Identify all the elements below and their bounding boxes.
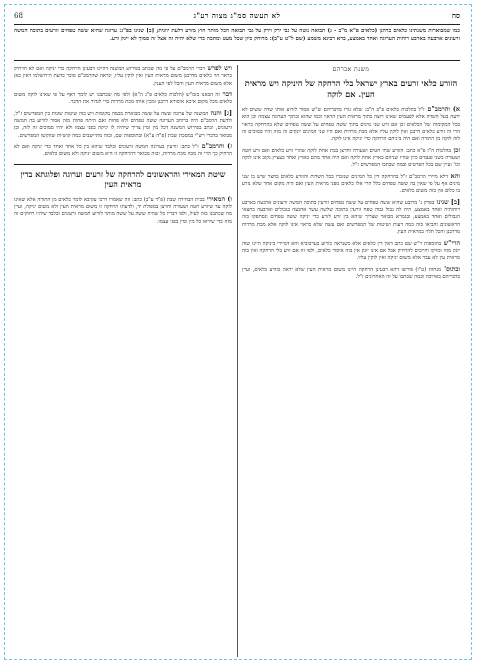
paragraph: [242, 147, 460, 170]
paragraph-text: בהלכות ה"ז פ"א כתב: הזורע שתי חטים ושעורה וחרצן בבת אחת לוקה שהרי זרע כלאים ואם זרע חטה ושעורה בשני פעמים כיון שהיו שניהם בארץ אחת לוקה ואם היה אחד מהם בארץ ואחד בעציץ נקוב אינו לוקה וכו' ועיין שם בכל הפרטים ובמה שכתבו המפרשים ז"ל.: [242, 147, 460, 169]
paragraph-text: בתוספות ר"ש שם כתב דאין דין כלאים אלא כשנראה כזרוע בערבוביא והא דמיירי ביניקה היינו שזה יונק מזה ומזיקו וחייבים להרחיק אבל אם אינו יונק אין בזה איסור כלאים, ולפי זה אם זרע בלי הרחקה ואין בזה מראית עין לא עבר אלא משום יניקה ואין לוקין עליו.: [242, 240, 460, 262]
page-number-hebrew: סח: [451, 11, 460, 20]
paragraph: [242, 266, 460, 282]
paragraph-lead: ו) המאירי: [204, 195, 232, 203]
paragraph-text: דלא מיירי הרמב"ם ז"ל בהרחקה דין כל המינים שנזכרו בכל השדות והזורע כלאים בחצר שיש בו שני מינים אף על פי שאין בה ששה טפחים כלל הרי אלו כלאים מפני מראית העין ואם היה מקום אחר שלא נזרע בו כלום אין בזה משום כלאים.: [242, 173, 460, 195]
column-title: משנת אברהם: [332, 66, 370, 73]
left-paragraphs: [14, 65, 232, 159]
paragraph-lead: ז) והרמב"ם: [198, 143, 232, 151]
paragraph: [14, 91, 232, 107]
running-header: [14, 10, 460, 25]
left-paragraphs-2: [14, 196, 232, 226]
paragraph-lead: [ב] שנינו: [434, 198, 460, 206]
section-heading-2: שיטת המאירי והראשונים להרחקה של זרעים וערוגה ופלוגתא בדין מראית העין: [14, 164, 232, 190]
document-page: [14, 10, 460, 655]
header-title: לא תעשה סמ"ג מצוה רע"ג: [193, 11, 281, 20]
paragraph-lead: א) והרמב"ם: [424, 106, 460, 113]
paragraph-text: זה הבאנו בזמ"ש (הלכות כלאים פ"ג ה"א) ולפי מה שכתבנו יש לומר דאף על פי שאינו לוקה משום כלאים מכל מקום איכא איסורא דרבנן ומכין אותו מכת מרדות כדי לגדור את הדבר.: [14, 92, 232, 106]
paragraph-text: מנחות (ט"ו) פירשו דהא דבעינן הרחקה היינו משום מראית העין שלא יראה כזורע כלאים, ועיין בדבריהם בארוכה ובמה שכתבו על זה האחרונים ז"ל.: [242, 266, 460, 280]
left-column: [14, 65, 232, 657]
paragraph: [14, 65, 232, 88]
paragraph-text: ז"ל כתב: זורעין בערוגה חמשה זרעונים ובלבד שיהא בין כל אחד ואחד כדי יניקה ואם לא הרחיק כך הרי זה מכה מכת מרדות, ובזה מבואר דהרחקה זו היא משום יניקה ולא משום כלאים.: [14, 144, 232, 158]
paragraph: [14, 196, 232, 226]
paragraph: [242, 240, 460, 263]
paragraph-text: בבית הבחירה שבת (פ"ד ע"ב) כתב: וזה שאמרו דרבי עקיבא לומר כלאים מן התורה אלא שאינו לוקה עד שיזרע חטה ושעורה וחרצן במפולת יד, ולדעתו הרחקה זו משום מראית העין ולא משום יניקה, ועיין מה שכתבנו בזה לעיל, ולפי דבריו כל שהיה ששה על ששה מותר לזרוע חמשה זרעונים ובלבד שיהיו רחוקים זה מזה כדי שיראו כל מין ומין בפני עצמו.: [14, 196, 232, 225]
paragraph-lead: דבר: [219, 91, 232, 99]
right-paragraphs: [242, 106, 460, 281]
paragraph-lead: והא: [447, 172, 460, 180]
paragraph: [242, 106, 460, 144]
paragraph-text: המשנה של ערוגה ששה על ששה מבוארת בכמה מקומות ויש בזה שיטות שונות בין המפרשים ז"ל, ולדעת הרמב"ם היה ברוחב הערוגה ששה טפחים ולא פחות ואם היתה פחות מזה אסור לזרוע בה חמשה זרעונים, וכתב בפירוש המשנה דכל מין ומין צריך שיהיה לו יניקה בפני עצמו ולא יהיו סמוכים זה לזה, וכן מבואר בדברי רש"י במסכת שבת (פ"ה ע"א) ובתוספות שם, ובזה מתיישבים כמה קושיות שהקשו המפרשים.: [14, 110, 232, 139]
page-number: 68: [14, 12, 23, 20]
top-commentary: כמו שמבוארות משנתינו כלאים ברהנן (כלאים פ"א מ"ב - ג) תבואה נוטה על גבי ירק וירק על גבי תבואה הכל מותר חוץ מזרע דלעת יוונית; [ב] שנינו בפ"ג: ערוגה שהיא ששה טפחים זורעים בתוכה חמשה זרעונים ארבעה בארבע רוחות הערוגה ואחד באמצע, ברא רבינא משמע (שם ל"ט ע"ב): מרוחק כיון שכל מעט ומתכה כדי שלא יהיה זה אצל זה סמוך לא יינק ורע.: [14, 28, 460, 61]
paragraph-lead: [ג] והנה: [208, 109, 232, 117]
paragraph-text: בפרק ג' מרובע שהיא ששה טפחים על ששה טפחים זורעין בתוכה חמשה זרעונים ארבעה בארבע רוחותיה ואחד באמצע, היה לה גבול גבוה טפח זורעין בתוכה שלשה עשר ארבעה בגבולים וארבעה בחצאי הגבולים ואחד באמצע, ובגמרא מבואר שצריך שיהא בין זרע לזרע כדי יניקה ששה טפחים ונסתפקו בזה הראשונים והביאו בזה כמה דעות ושיטות של המפרשים ואם עשה שלא כראוי אינו לוקה אלא מכת מרדות מדרבנן והכל תלוי במראית העין.: [242, 199, 460, 236]
paragraph: [242, 199, 460, 237]
paragraph-lead: זכן: [450, 146, 460, 154]
two-column-body: [14, 65, 460, 657]
paragraph-text: דברי הרמב"ם על פי מה שכתב בפירוש המשנה דהיינו דבעינן הרחקה כדי יניקה ואם לא הרחיק כראוי הוי כלאים מדרבנן משום מראית העין ואין לוקין עליו, ונראה שהרמב"ם סובר כדעת הירושלמי דאין כאן אלא משום מראית העין והכל לפי הענין.: [14, 66, 232, 87]
section-heading: הזורע כלאי זרעים בארץ ישראל בלי הרחקה של היניקה ויש מראית העין. אם לוקה: [244, 78, 458, 99]
paragraph: [242, 173, 460, 196]
paragraph: [14, 143, 232, 159]
paragraph-text: ז"ל בהלכות כלאים פ"ב ה"ב: שלא גזרו מדבריהם ש"ש אסור לזרוע אותו שדה ששים לא ידעה בעל השדה אלא לפעמים שאינו רוצה בתוך מראית העין הראוי וכמו שהוא ובתוך הערוגה עצמה וכן הוא בכל המקומות של הכלאים וכן אם זרע שני מינים בתוך ששה טפחים על ששה טפחים שלא בהרחקה כראוי הרי זה זורע כלאים דרבנן ואין לוקין עליו אלא מכת מרדות ואם היו שני המינים יונקים זה מזה והיו סמוכים זה לזה לוקה מן התורה ואם היה ביניהם הרחקה כדי יניקה אינו לוקה.: [242, 107, 460, 143]
paragraph-lead: הרי"ש: [441, 239, 460, 247]
paragraph: [14, 110, 232, 140]
right-column: [242, 65, 460, 657]
column-divider: [237, 65, 238, 657]
paragraph-lead: ובתוס': [441, 265, 460, 273]
paragraph-lead: ויש לפרש: [205, 65, 232, 72]
